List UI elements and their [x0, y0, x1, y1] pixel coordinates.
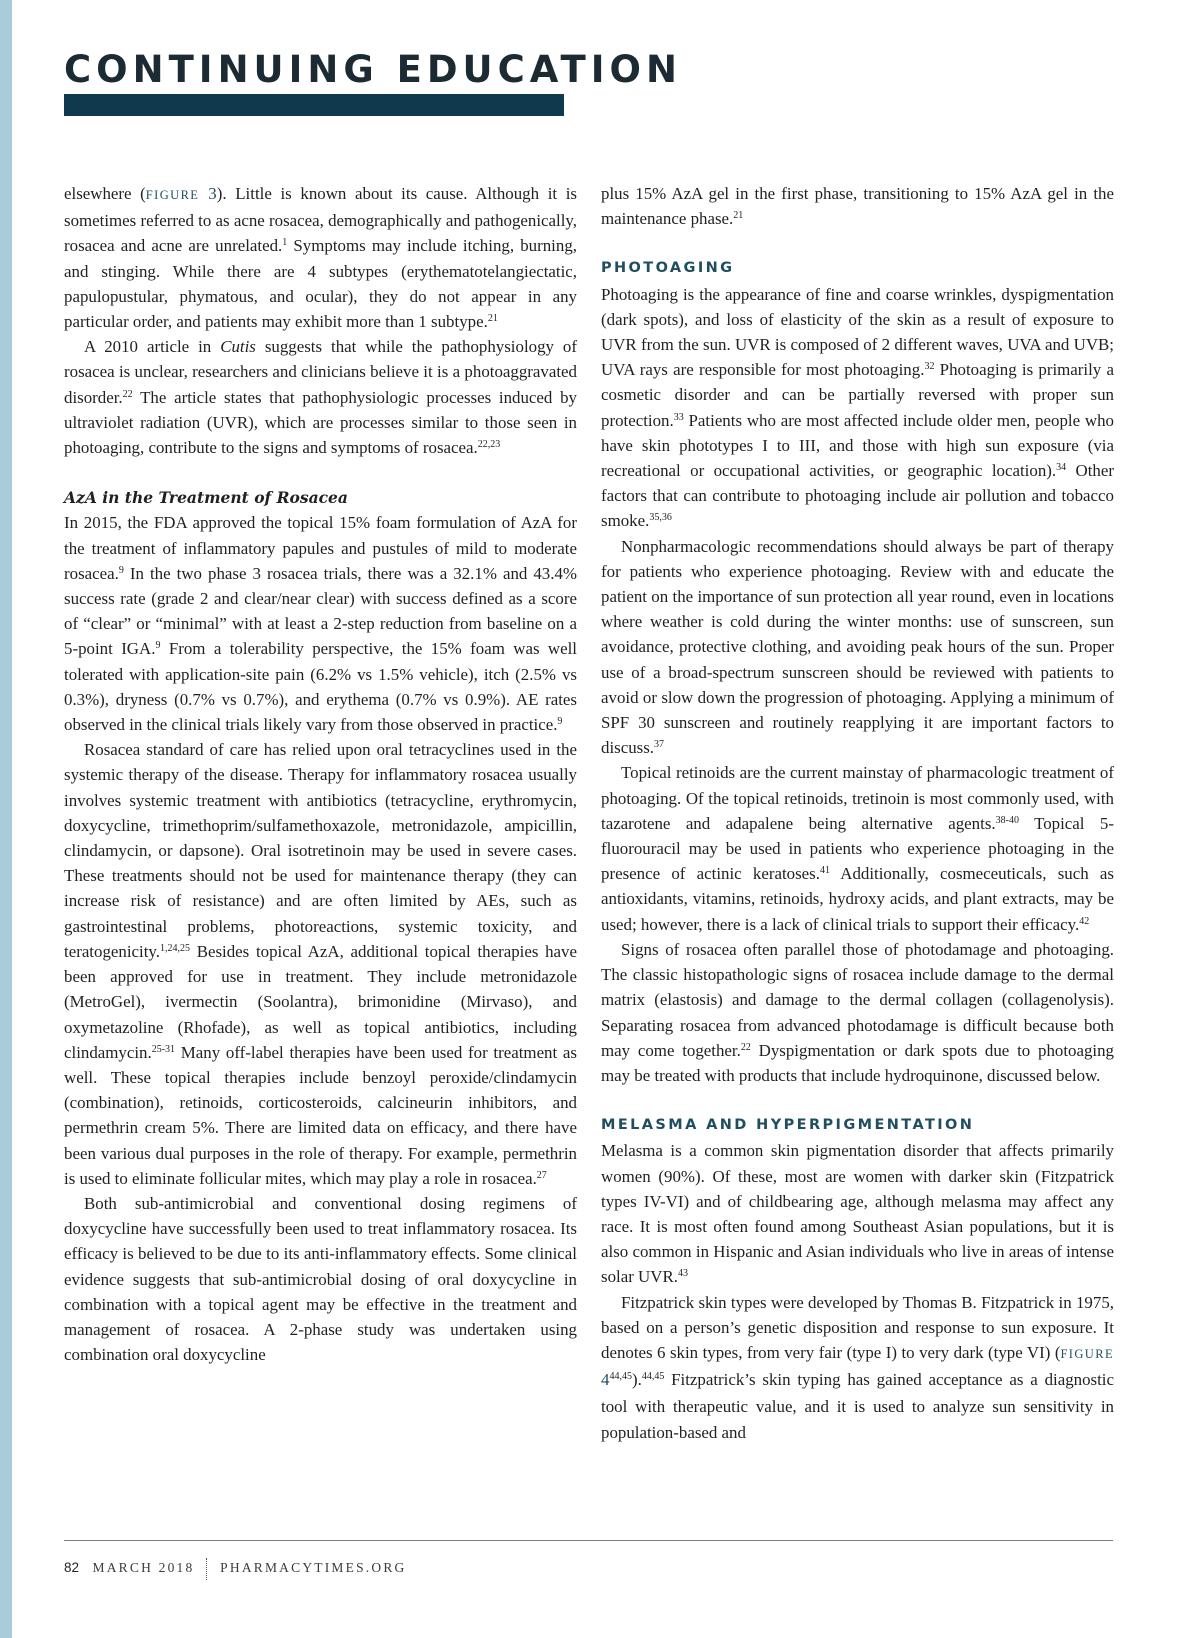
footer-divider — [206, 1558, 207, 1580]
citation: 33 — [673, 411, 684, 423]
figure-3-reference[interactable]: FIGURE 3 — [145, 184, 217, 203]
citation: 21 — [733, 210, 744, 222]
paragraph: plus 15% AzA gel in the first phase, transitioning to 15% AzA gel in the maintenance phase.$^{21}$ — [601, 184, 1114, 229]
citation: 44,45 — [609, 1371, 632, 1383]
section-heading-photoaging: PHOTOAGING — [601, 260, 735, 277]
citation: 41 — [819, 865, 830, 877]
footer — [64, 1558, 406, 1580]
paragraph: In 2015, the FDA approved the topical 15% foam formulation of AzA for the treatment of inflammatory papules and pustules of mild to moderate rosacea.$^9$ In the two phase 3 rosacea trials, there was a 32.1% and 43.4% success rate (grade 2 and clear/near clear) with success defined as a score of “clear” or “minimal” with at least a 2-step reduction from baseline on a 5-point IGA.$^9$ From a tolerability perspective, the 15% foam was well tolerated with application-site pain (6.2% vs 1.5% vehicle), itch (2.5% vs 0.3%), dryness (0.7% vs 0.7%), and erythema (0.7% vs 0.9%). AE rates observed in the clinical trials likely vary from those observed in practice.$^9$ — [64, 513, 577, 735]
website[interactable]: PHARMACYTIMES.ORG — [220, 1560, 407, 1576]
left-column — [64, 181, 577, 1367]
figure-4-reference[interactable]: FIGURE 4 — [601, 1346, 1114, 1390]
citation: 27 — [536, 1169, 547, 1181]
page-number: 82 — [64, 1560, 80, 1576]
paragraph: Nonpharmacologic recommendations should always be part of therapy for patients who experience photoaging. Review with and educate the patient on the importance of sun protection all year round, even in locations where weather is cold during the winter months: use of sunscreen, sun avoidance, protective clothing, and avoiding peak hours of the sun. Proper use of a broad-spectrum sunscreen should be reviewed with patients to avoid or slow down the progression of photoaging. Applying a minimum of SPF 30 sunscreen and routinely reapplying it are important factors to discuss.$^{37}$ — [601, 536, 1114, 758]
citation: 25-31 — [151, 1043, 176, 1055]
journal-name: Cutis — [220, 337, 256, 357]
subsection-heading: AzA in the Treatment of Rosacea — [64, 488, 348, 508]
title-bar — [64, 94, 564, 116]
citation: 21 — [487, 313, 498, 325]
citation: 22 — [740, 1041, 751, 1053]
citation: 9 — [155, 640, 161, 652]
section-heading-melasma: MELASMA AND HYPERPIGMENTATION — [601, 1117, 975, 1134]
paragraph: Melasma is a common skin pigmentation disorder that affects primarily women (90%). Of these, most are women with darker skin (Fitzpatrick types IV-VI) and of childbearing age, although melasma may affect any race. It is most often found among Southeast Asian populations, but it is also common in Hispanic and Asian individuals who live in areas of intense solar UVR.$^{43}$ — [601, 1141, 1114, 1287]
citation: 35,36 — [649, 512, 672, 524]
citation: 43 — [677, 1268, 688, 1280]
citation: 1,24,25 — [159, 942, 190, 954]
citation: 38-40 — [995, 814, 1019, 826]
paragraph: Topical retinoids are the current mainstay of pharmacologic treatment of photoaging. Of the topical retinoids, tretinoin is most commonly used, with tazarotene and adapalene being alternative agents.$^{38-40}$ Topical 5-fluorouracil may be used in patients who experience photoaging in the presence of actinic keratoses.$^{41}$ Additionally, cosmeceuticals, such as antioxidants, vitamins, retinoids, hydroxy acids, and plant extracts, may be used; however, there is a lack of clinical trials to support their efficacy.$^{42}$ — [601, 763, 1114, 934]
citation: 34 — [1056, 462, 1067, 474]
paragraph: A 2010 article in Cutis suggests that while the pathophysiology of rosacea is unclear, researchers and clinicians believe it is a photoaggravated disorder.$^{22}$ The article states that pathophysiologic processes induced by ultraviolet radiation (UVR), which are processes similar to those seen in photoaging, contribute to the signs and symptoms of rosacea.$^{22,23}$ — [64, 337, 577, 458]
citation: 37 — [654, 739, 665, 751]
paragraph: Both sub-antimicrobial and conventional dosing regimens of doxycycline have successfully been used to treat inflammatory rosacea. Its efficacy is believed to be due to its anti-inflammatory effects. Some clinical evidence suggests that sub-antimicrobial dosing of oral doxycycline in combination with a topical agent may be effective in the treatment and management of rosacea. A 2-phase study was undertaken using combination oral doxycycline — [64, 1193, 577, 1365]
citation: 32 — [924, 361, 935, 373]
citation: 9 — [557, 716, 563, 728]
right-column — [601, 181, 1114, 1445]
citation: 42 — [1079, 915, 1090, 927]
paragraph: Fitzpatrick skin types were developed by Thomas B. Fitzpatrick in 1975, based on a person’s genetic disposition and response to sun exposure. It denotes 6 skin types, from very fair (type I) to very dark (type VI) (FIGURE 4$^{44,45}$).$^{44,45}$ Fitzpatrick’s skin typing has gained acceptance as a diagnostic tool with therapeutic value, and it is used to analyze sun sensitivity in population-based and — [601, 1292, 1114, 1442]
footer-rule — [64, 1540, 1113, 1541]
left-edge-strip — [0, 0, 12, 1638]
citation: 22,23 — [477, 439, 501, 451]
paragraph: Rosacea standard of care has relied upon oral tetracyclines used in the systemic therapy of the disease. Therapy for inflammatory rosacea usually involves systemic treatment with antibiotics (tetracycline, erythromycin, doxycycline, trimethoprim/​sulfamethoxazole, metronidazole, ampicillin, clindamycin, or dapsone). Oral isotretinoin may be used in severe cases. These treatments should not be used for maintenance therapy (they can increase risk of resistance) and are often limited by AEs, such as gastrointestinal problems, photoreactions, systemic toxicity, and teratogenicity.$^{1,24,25}$ Besides topical AzA, additional topical therapies have been approved for use in treatment. They include metronidazole (MetroGel), ivermectin (Soolantra), brimonidine (Mirvaso), and oxymetazoline (Rhofade), as well as topical antibiotics, including clindamycin.$^{25-31}$ Many off-label therapies have been used for treatment as well. These topical therapies include benzoyl peroxide/clindamycin (combination), retinoids, corticosteroids, calcineurin inhibitors, and permethrin cream 5%. There are limited data on efficacy, and there have been various dual purposes in the role of therapy. For example, permethrin is used to eliminate follicular mites, which may play a role in rosacea.$^{27}$ — [64, 740, 577, 1188]
paragraph: Signs of rosacea often parallel those of photodamage and photoaging. The classic histopathologic signs of rosacea include damage to the dermal matrix (elastosis) and damage to the dermal collagen (collagenolysis). Separating rosacea from advanced photodamage is difficult because both may come together.$^{22}$ Dyspigmentation or dark spots due to photoaging may be treated with products that include hydroquinone, discussed below. — [601, 939, 1115, 1085]
citation: 22 — [122, 388, 133, 400]
issue-date: MARCH 2018 — [92, 1560, 195, 1576]
paragraph: Photoaging is the appearance of fine and coarse wrinkles, dyspigmentation (dark spots), and loss of elasticity of the skin as a result of exposure to UVR from the sun. UVR is composed of 2 different waves, UVA and UVB; UVA rays are responsible for most photoaging.$^{32}$ Photoaging is primarily a cosmetic disorder and can be partially reversed with proper sun protection.$^{33}$ Patients who are most affected include older men, people who have skin phototypes I to III, and those with high sun exposure (via recreational or occupational activities, or geographic location).$^{34}$ Other factors that can contribute to photoaging include air pollution and tobacco smoke.$^{35,36}$ — [601, 284, 1114, 531]
citation: 44,45 — [641, 1371, 665, 1383]
citation: 1 — [282, 237, 288, 249]
section-title: CONTINUING EDUCATION — [64, 48, 682, 91]
paragraph: elsewhere (FIGURE 3). Little is known about its cause. Although it is sometimes referred to as acne rosacea, demographically and pathogenically, rosacea and acne are unrelated.$^1$ Symptoms may include itching, burning, and stinging. While there are 4 subtypes (erythematotelangiectatic, papulopustular, phymatous, and ocular), they do not appear in any particular order, and patients may exhibit more than 1 subtype.$^{21}$ — [64, 184, 577, 332]
citation: 9 — [118, 564, 124, 576]
